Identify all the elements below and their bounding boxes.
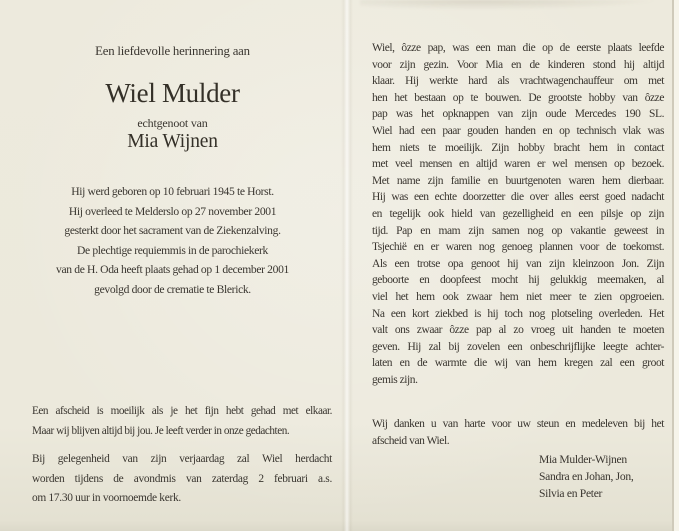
- eulogy-text: Wiel, ôzze pap, was een man die op de eerste plaats leefde voor zijn gezin. Voor Mia en de kinderen stond hij altijd klaar. Hij werkte hard als vrachtwagenchauffeur om met hen het bestaan op te bouwen. De grootste hobby van ôzze pap was het opknappen van zijn oude Mercedes 190 SL. Wiel had een paar gouden handen en op technisch vlak was hem niets te moeilijk. Zijn hobby bracht hem in contact met veel mensen en altijd waren er wel mensen op bezoek. Met name zijn familie en buurtgenoten waren hem dierbaar. Hij was een echte doorzetter die over alles eerst goed nadacht en tegelijk ook hield van gezelligheid en een pilsje op zijn tijd. Pap en mam zijn samen nog op vakantie geweest in Tsjechië en er waren nog genoeg plannen voor de toekomst. Als een trotse opa genoot hij van zijn kleinzoon Jon. Zijn geboorte en doopfeest mocht hij gelukkig meemaken, al viel het hem ook zwaar hem niet meer te zien opgroeien. Na een kort ziekbed is hij toch nog plotseling overleden. Het valt ons zwaar ôzze pap al zo vroeg uit handen te moeten geven. Hij zal bij zovelen een onbeschrijflijke leegte achter- laten en de warmte die wij van hem kregen zal een groot gemis zijn.: [372, 42, 664, 386]
- signature-names: Mia Mulder-Wijnen Sandra en Johan, Jon, Silvia en Peter: [539, 453, 634, 500]
- farewell-text: Een afscheid is moeilijk als je het fijn hebt gehad met elkaar. Maar wij blijven altijd bij jou. Je leeft verder in onze gedachten.: [32, 405, 332, 437]
- thanks-text: Wij danken u van harte voor uw steun en medeleven bij het afscheid van Wiel.: [372, 418, 664, 447]
- intro-text: Een liefdevolle herinnering aan: [95, 44, 250, 58]
- life-details-text: Hij werd geboren op 10 februari 1945 te Horst. Hij overleed te Melderslo op 27 november 2001 gesterkt door het sacrament van de Ziekenzalving. De plechtige requiemmis in de parochiekerk van de H. Oda heeft plaats gehad op 1 december 2001 gevolgd door de crematie te Blerick.: [56, 185, 289, 296]
- relation-text: echtgenoot van: [137, 116, 208, 130]
- memorial-service-text: Bij gelegenheid van zijn verjaardag zal Wiel herdacht worden tijdens de avondmis van zaterdag 2 februari a.s. om 17.30 uur in voornoemde kerk.: [32, 453, 332, 504]
- spouse-name: Mia Wijnen: [127, 131, 218, 152]
- deceased-name: Wiel Mulder: [105, 78, 240, 108]
- right-page: [345, 0, 672, 531]
